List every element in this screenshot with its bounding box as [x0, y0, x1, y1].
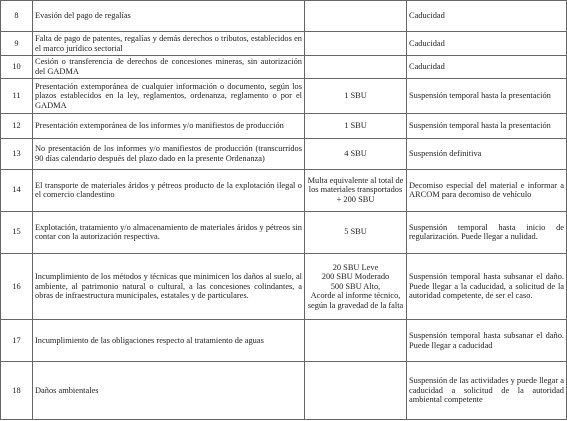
- sanction-text: Suspensión temporal hasta subsanar el daño. Puede llegar a la caducidad, a solicitud de la autoridad competente, de ser el caso.: [407, 253, 567, 319]
- fine-amount: 20 SBU Leve 200 SBU Moderado 500 SBU Alto, Acorde al informe técnico, según la gravedad de la falta: [305, 253, 407, 319]
- table-row: [1, 78, 567, 113]
- fine-amount: [305, 320, 407, 362]
- fine-amount: 4 SBU: [305, 138, 407, 169]
- row-number: 17: [1, 320, 33, 362]
- row-number: 15: [1, 211, 33, 253]
- infraction-description: Falta de pago de patentes, regalías y demás derechos o tributos, establecidos en el marco jurídico sectorial: [33, 32, 305, 56]
- row-number: 13: [1, 138, 33, 169]
- table-row: [1, 362, 567, 420]
- sanction-text: Suspensión temporal hasta la presentación: [407, 78, 567, 113]
- table-row: [1, 1, 567, 32]
- table-row: [1, 114, 567, 138]
- infraction-description: No presentación de los informes y/o manifiestos de producción (transcurridos 90 días calendario después del plazo dado en la presente Ordenanza): [33, 138, 305, 169]
- fine-amount: 1 SBU: [305, 114, 407, 138]
- row-number: 12: [1, 114, 33, 138]
- fine-amount: [305, 362, 407, 420]
- sanction-text: Caducidad: [407, 1, 567, 32]
- sanction-text: Caducidad: [407, 32, 567, 56]
- fine-amount: [305, 56, 407, 78]
- sanction-text: Suspensión definitiva: [407, 138, 567, 169]
- row-number: 9: [1, 32, 33, 56]
- row-number: 18: [1, 362, 33, 420]
- infraction-description: Daños ambientales: [33, 362, 305, 420]
- infraction-description: Explotación, tratamiento y/o almacenamiento de materiales áridos y pétreos sin contar con la autorización respectiva.: [33, 211, 305, 253]
- infraction-description: Incumplimiento de los métodos y técnicas que minimicen los daños al suelo, al ambiente, al patrimonio natural o cultural, a las concesiones colindantes, a obras de infraestructura municipales, estatales y de particulares.: [33, 253, 305, 319]
- infraction-description: Evasión del pago de regalías: [33, 1, 305, 32]
- row-number: 16: [1, 253, 33, 319]
- sanction-text: Suspensión temporal hasta inicio de regularización. Puede llegar a nulidad.: [407, 211, 567, 253]
- infraction-description: Incumplimiento de las obligaciones respecto al tratamiento de aguas: [33, 320, 305, 362]
- fine-amount: 5 SBU: [305, 211, 407, 253]
- sanction-text: Caducidad: [407, 56, 567, 78]
- infraction-description: El transporte de materiales áridos y pétreos producto de la explotación ilegal o el comercio clandestino: [33, 169, 305, 211]
- fine-amount: Multa equivalente al total de los materiales transportados + 200 SBU: [305, 169, 407, 211]
- sanction-text: Suspensión temporal hasta subsanar el daño. Puede llegar a caducidad: [407, 320, 567, 362]
- table-row: [1, 253, 567, 319]
- table-row: [1, 169, 567, 211]
- fine-amount: 1 SBU: [305, 78, 407, 113]
- fine-amount: [305, 32, 407, 56]
- infraction-description: Cesión o transferencia de derechos de concesiones mineras, sin autorización del GADMA: [33, 56, 305, 78]
- fine-amount: [305, 1, 407, 32]
- infraction-description: Presentación extemporánea de los informes y/o manifiestos de producción: [33, 114, 305, 138]
- table-row: [1, 138, 567, 169]
- table-row: [1, 56, 567, 78]
- table-row: [1, 320, 567, 362]
- sanction-text: Decomiso especial del material e informar a ARCOM para decomiso de vehículo: [407, 169, 567, 211]
- infraction-description: Presentación extemporánea de cualquier información o documento, según los plazos establecidos en la ley, reglamentos, ordenanza, reglamento o por el GADMA: [33, 78, 305, 113]
- sanction-text: Suspensión temporal hasta la presentación: [407, 114, 567, 138]
- row-number: 14: [1, 169, 33, 211]
- table-row: [1, 32, 567, 56]
- sanction-text: Suspensión de las actividades y puede llegar a caducidad a solicitud de la autoridad ambiental competente: [407, 362, 567, 420]
- row-number: 10: [1, 56, 33, 78]
- row-number: 8: [1, 1, 33, 32]
- row-number: 11: [1, 78, 33, 113]
- table-row: [1, 211, 567, 253]
